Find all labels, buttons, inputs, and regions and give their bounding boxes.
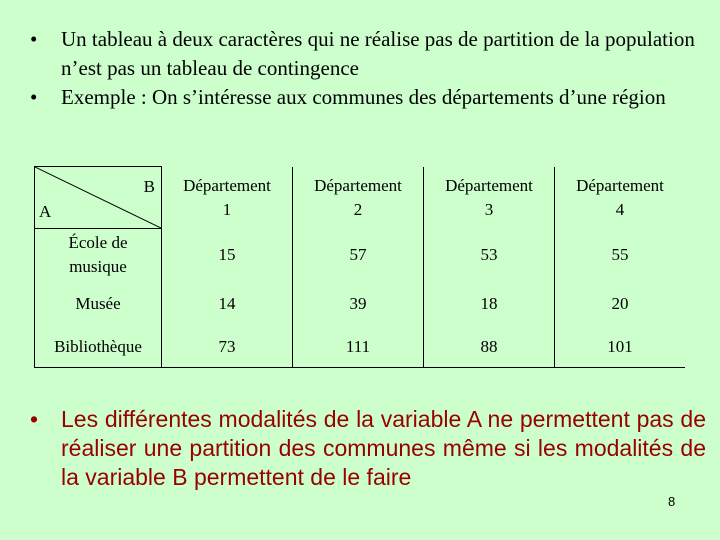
table-cell: 20 (555, 281, 686, 326)
row-label: Bibliothèque (35, 326, 162, 368)
row-variable-label: A (39, 202, 52, 221)
table-cell: 101 (555, 326, 686, 368)
table-row (35, 229, 686, 282)
contingency-table (34, 166, 685, 368)
column-header: Département 2 (293, 167, 424, 229)
table-cell: 14 (162, 281, 293, 326)
row-label: École de musique (35, 229, 162, 282)
table-cell: 111 (293, 326, 424, 368)
page-number: 8 (668, 494, 676, 509)
column-header: Département 3 (424, 167, 555, 229)
table-cell: 88 (424, 326, 555, 368)
column-header: Département 1 (162, 167, 293, 229)
diagonal-divider (35, 167, 161, 228)
table-cell: 73 (162, 326, 293, 368)
table-cell: 53 (424, 229, 555, 282)
table-cell: 39 (293, 281, 424, 326)
intro-bullet: • Exemple : On s’intéresse aux communes des départements d’une région (30, 83, 700, 112)
row-label: Musée (35, 281, 162, 326)
table-cell: 15 (162, 229, 293, 282)
table-cell: 55 (555, 229, 686, 282)
table-cell: 18 (424, 281, 555, 326)
intro-bullet-list (30, 25, 700, 112)
table-corner-cell (35, 167, 162, 229)
table-row (35, 326, 686, 368)
conclusion-bullet-list (30, 405, 706, 492)
intro-bullet: • Un tableau à deux caractères qui ne réalise pas de partition de la population n’est pas un tableau de contingence (30, 25, 700, 83)
column-variable-label: B (143, 177, 155, 196)
table-row (35, 281, 686, 326)
table-cell: 57 (293, 229, 424, 282)
column-header: Département 4 (555, 167, 686, 229)
conclusion-bullet: • Les différentes modalités de la variable A ne permettent pas de réaliser une partition des communes même si les modalités de la variable B permettent de le faire (30, 405, 706, 492)
table-header-row (35, 167, 686, 229)
